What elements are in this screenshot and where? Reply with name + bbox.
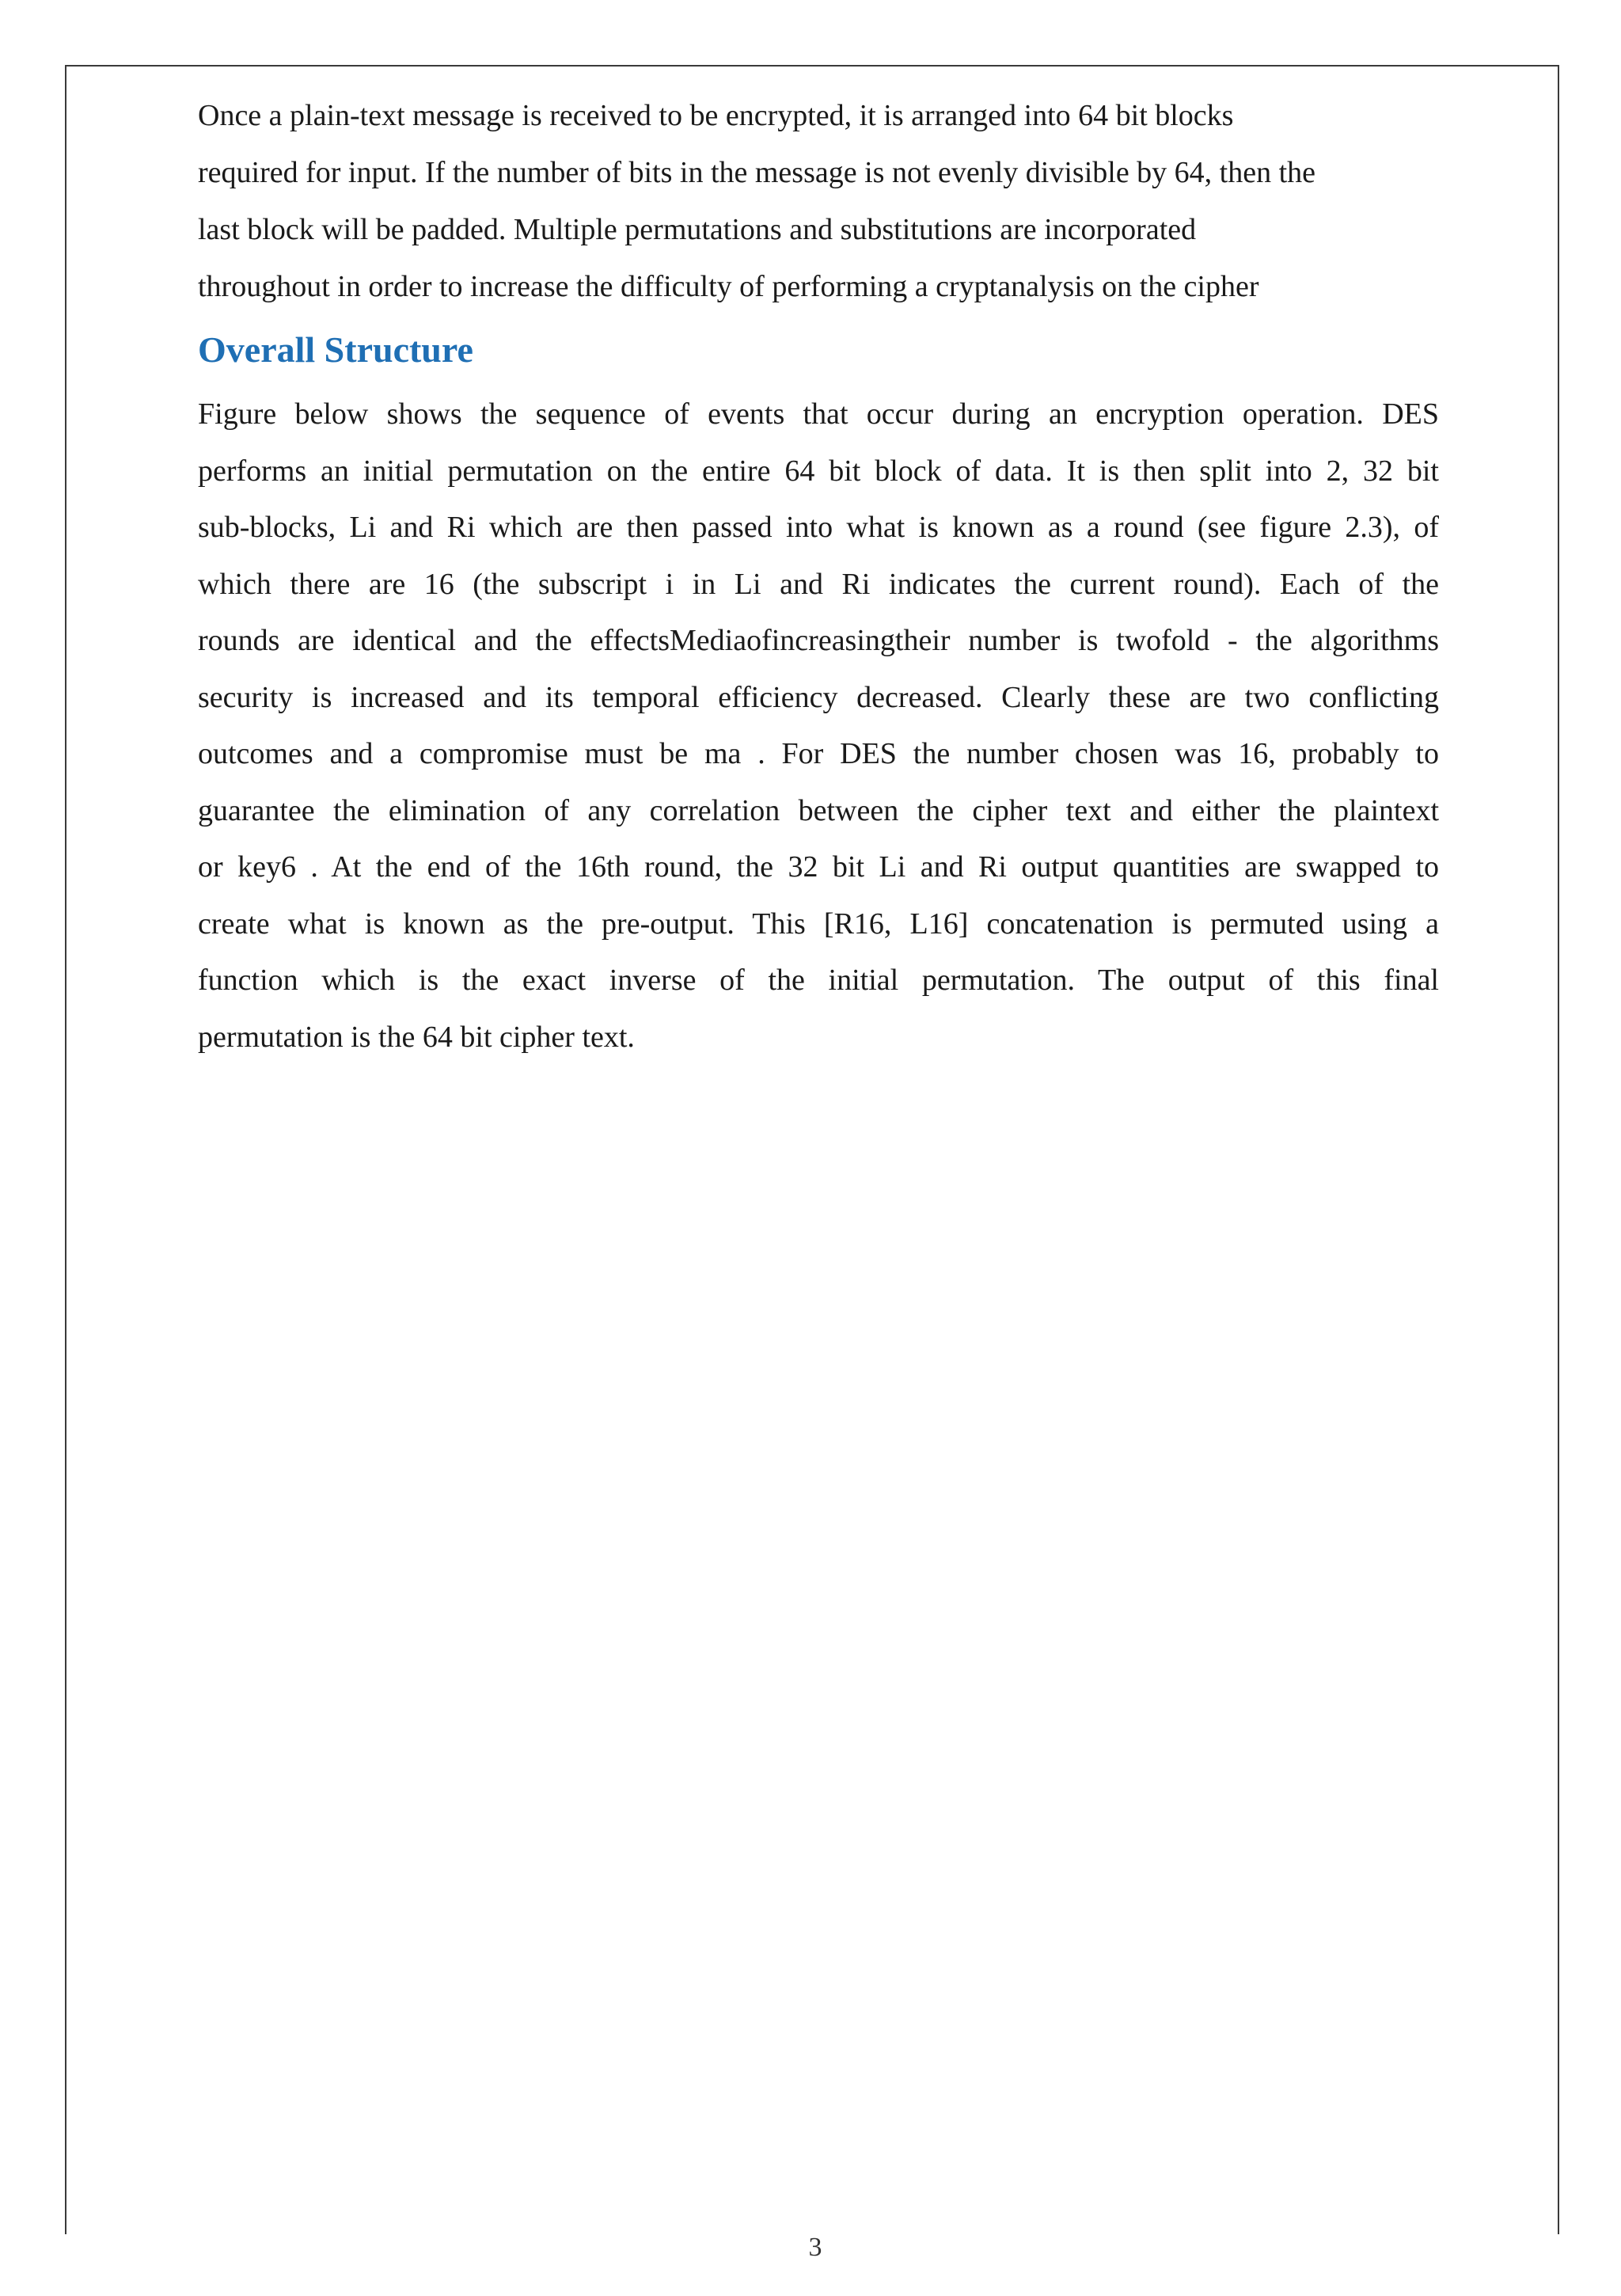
intro-paragraph (198, 87, 1439, 315)
text-line: rounds are identical and the effectsMediaofincreasingtheir number is twofold - the algorithms (198, 624, 1439, 657)
text-line: performs an initial permutation on the entire 64 bit block of data. It is then split into 2, 32 bit (198, 454, 1439, 488)
text-line: guarantee the elimination of any correlation between the cipher text and either the plaintext (198, 793, 1439, 827)
text-line: or key6 . At the end of the 16th round, the 32 bit Li and Ri output quantities are swapped to (198, 850, 1439, 884)
section-paragraph (198, 386, 1439, 1066)
text-line: security is increased and its temporal efficiency decreased. Clearly these are two conflicting (198, 680, 1439, 714)
text-line: throughout in order to increase the difficulty of performing a cryptanalysis on the cipher (198, 270, 1259, 303)
document-body (198, 87, 1439, 1066)
page-number: 3 (808, 2234, 822, 2262)
text-line: sub-blocks, Li and Ri which are then passed into what is known as a round (see figure 2.3), of (198, 511, 1439, 544)
text-line: permutation is the 64 bit cipher text. (198, 1020, 635, 1054)
text-line: outcomes and a compromise must be ma . For DES the number chosen was 16, probably to (198, 737, 1439, 770)
text-line: which there are 16 (the subscript i in Li and Ri indicates the current round). Each of the (198, 567, 1439, 601)
section-heading: Overall Structure (198, 329, 473, 370)
text-line: last block will be padded. Multiple permutations and substitutions are incorporated (198, 213, 1197, 246)
text-line: function which is the exact inverse of the initial permutation. The output of this final (198, 964, 1439, 997)
text-line: Figure below shows the sequence of events that occur during an encryption operation. DES (198, 397, 1439, 431)
text-line: create what is known as the pre-output. This [R16, L16] concatenation is permuted using a (198, 907, 1439, 941)
text-line: required for input. If the number of bits in the message is not evenly divisible by 64, then the (198, 156, 1316, 189)
text-line: Once a plain-text message is received to be encrypted, it is arranged into 64 bit blocks (198, 99, 1234, 132)
